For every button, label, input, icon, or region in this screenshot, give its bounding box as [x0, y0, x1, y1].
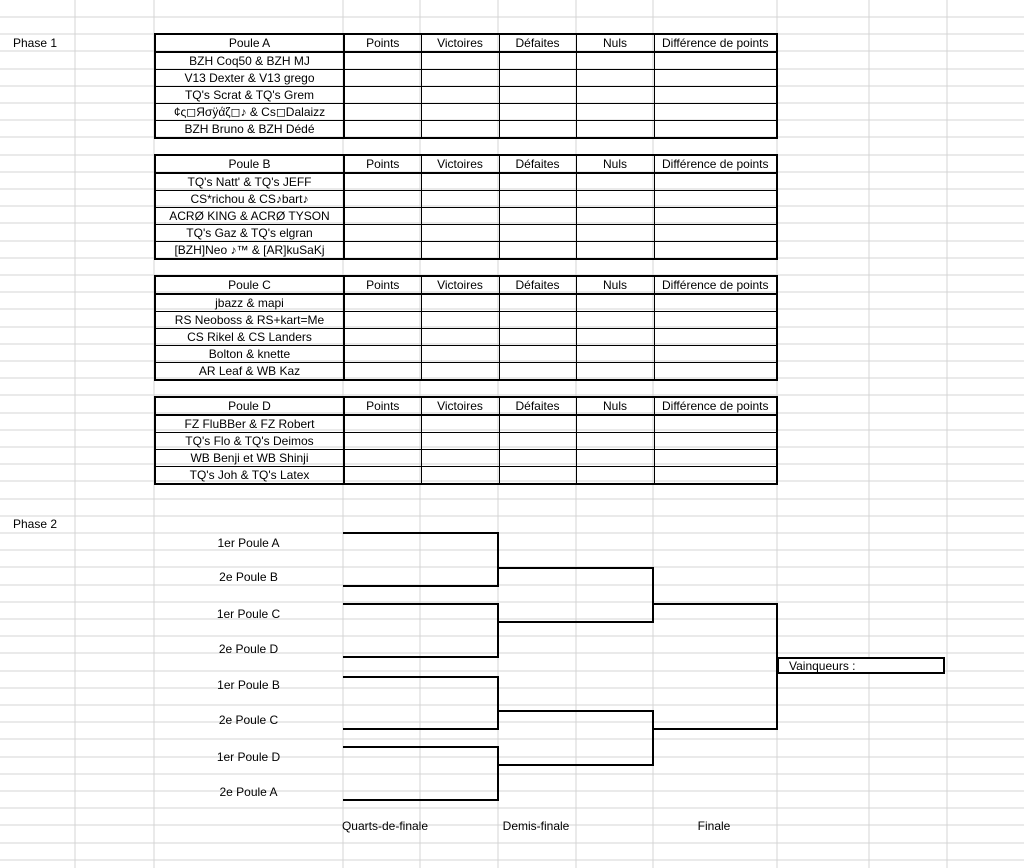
score-cell[interactable] [499, 121, 576, 139]
column-header-defaites: Défaites [499, 34, 576, 52]
score-cell[interactable] [421, 70, 499, 87]
team-row [155, 225, 777, 242]
pool-table-a [154, 33, 778, 139]
bracket-seed-label: 2e Poule D [218, 642, 279, 656]
bracket-seed-label: 1er Poule D [216, 750, 281, 764]
score-cell[interactable] [576, 191, 654, 208]
column-header-points: Points [344, 34, 421, 52]
team-name[interactable]: ¢ς◻Яσÿά̈ζ◻♪ & Cs◻Dalaizz [155, 104, 344, 121]
score-cell[interactable] [654, 70, 777, 87]
score-cell[interactable] [421, 104, 499, 121]
bracket-seed-label: 1er Poule A [217, 536, 280, 550]
score-cell[interactable] [344, 104, 421, 121]
column-header-points: Points [344, 276, 421, 294]
score-cell[interactable] [499, 346, 576, 363]
pool-table-d [154, 396, 778, 485]
score-cell[interactable] [576, 87, 654, 104]
team-name[interactable]: ACRØ KING & ACRØ TYSON [155, 208, 344, 225]
score-cell[interactable] [499, 191, 576, 208]
team-row [155, 294, 777, 312]
score-cell[interactable] [576, 104, 654, 121]
score-cell[interactable] [654, 225, 777, 242]
column-header-victoires: Victoires [421, 34, 499, 52]
score-cell[interactable] [499, 70, 576, 87]
score-cell[interactable] [344, 242, 421, 260]
score-cell[interactable] [654, 208, 777, 225]
column-header-victoires: Victoires [421, 155, 499, 173]
score-cell[interactable] [576, 415, 654, 433]
team-name[interactable]: TQ's Scrat & TQ's Grem [155, 87, 344, 104]
team-name[interactable]: TQ's Natt' & TQ's JEFF [155, 173, 344, 191]
team-name[interactable]: CS*richou & CS♪bart♪ [155, 191, 344, 208]
score-cell[interactable] [654, 294, 777, 312]
score-cell[interactable] [576, 329, 654, 346]
team-name[interactable]: BZH Bruno & BZH Dédé [155, 121, 344, 139]
team-row [155, 329, 777, 346]
score-cell[interactable] [576, 346, 654, 363]
score-cell[interactable] [499, 329, 576, 346]
score-cell[interactable] [344, 329, 421, 346]
score-cell[interactable] [344, 191, 421, 208]
team-row [155, 363, 777, 381]
team-row [155, 467, 777, 485]
score-cell[interactable] [654, 104, 777, 121]
score-cell[interactable] [576, 121, 654, 139]
score-cell[interactable] [344, 225, 421, 242]
team-row [155, 450, 777, 467]
score-cell[interactable] [344, 173, 421, 191]
score-cell[interactable] [421, 294, 499, 312]
team-name[interactable]: BZH Coq50 & BZH MJ [155, 52, 344, 70]
team-name[interactable]: AR Leaf & WB Kaz [155, 363, 344, 381]
pool-name: Poule D [155, 397, 344, 415]
score-cell[interactable] [421, 52, 499, 70]
score-cell[interactable] [421, 121, 499, 139]
column-header-difference: Différence de points [654, 397, 777, 415]
score-cell[interactable] [499, 294, 576, 312]
score-cell[interactable] [576, 70, 654, 87]
round-label-semifinals: Demis-finale [502, 819, 570, 833]
team-row [155, 208, 777, 225]
team-row [155, 433, 777, 450]
column-header-defaites: Défaites [499, 276, 576, 294]
score-cell[interactable] [421, 225, 499, 242]
score-cell[interactable] [576, 52, 654, 70]
score-cell[interactable] [576, 312, 654, 329]
score-cell[interactable] [499, 87, 576, 104]
score-cell[interactable] [576, 225, 654, 242]
score-cell[interactable] [654, 433, 777, 450]
pool-table-b [154, 154, 778, 260]
score-cell[interactable] [654, 415, 777, 433]
column-header-nuls: Nuls [576, 276, 654, 294]
score-cell[interactable] [421, 173, 499, 191]
score-cell[interactable] [654, 312, 777, 329]
score-cell[interactable] [654, 329, 777, 346]
score-cell[interactable] [654, 121, 777, 139]
winner-box[interactable] [777, 657, 945, 674]
pool-name: Poule A [155, 34, 344, 52]
score-cell[interactable] [344, 467, 421, 485]
pool-name: Poule B [155, 155, 344, 173]
column-header-difference: Différence de points [654, 276, 777, 294]
round-label-quarterfinals: Quarts-de-finale [341, 819, 429, 833]
score-cell[interactable] [344, 415, 421, 433]
score-cell[interactable] [421, 208, 499, 225]
column-header-difference: Différence de points [654, 34, 777, 52]
team-row [155, 87, 777, 104]
team-name[interactable]: RS Neoboss & RS+kart=Me [155, 312, 344, 329]
column-header-victoires: Victoires [421, 397, 499, 415]
score-cell[interactable] [576, 363, 654, 381]
score-cell[interactable] [421, 191, 499, 208]
score-cell[interactable] [499, 104, 576, 121]
score-cell[interactable] [576, 208, 654, 225]
score-cell[interactable] [344, 87, 421, 104]
team-name[interactable]: CS Rikel & CS Landers [155, 329, 344, 346]
team-row [155, 70, 777, 87]
bracket-seed-label: 2e Poule C [218, 713, 279, 727]
score-cell[interactable] [344, 70, 421, 87]
team-name[interactable]: TQ's Gaz & TQ's elgran [155, 225, 344, 242]
bracket-seed-label: 2e Poule B [219, 570, 278, 584]
team-name[interactable]: [BZH]Neo ♪™ & [AR]kuSaKj [155, 242, 344, 260]
score-cell[interactable] [576, 242, 654, 260]
team-name[interactable]: WB Benji et WB Shinji [155, 450, 344, 467]
score-cell[interactable] [421, 329, 499, 346]
score-cell[interactable] [421, 467, 499, 485]
team-row [155, 242, 777, 260]
score-cell[interactable] [654, 467, 777, 485]
score-cell[interactable] [576, 294, 654, 312]
score-cell[interactable] [499, 450, 576, 467]
score-cell[interactable] [654, 450, 777, 467]
team-row [155, 104, 777, 121]
score-cell[interactable] [576, 467, 654, 485]
score-cell[interactable] [654, 363, 777, 381]
score-cell[interactable] [499, 52, 576, 70]
pool-table-c [154, 275, 778, 381]
score-cell[interactable] [421, 242, 499, 260]
score-cell[interactable] [499, 433, 576, 450]
phase2-label: Phase 2 [13, 517, 58, 531]
score-cell[interactable] [499, 173, 576, 191]
column-header-points: Points [344, 397, 421, 415]
score-cell[interactable] [499, 467, 576, 485]
score-cell[interactable] [499, 225, 576, 242]
score-cell[interactable] [344, 433, 421, 450]
column-header-nuls: Nuls [576, 155, 654, 173]
phase1-label: Phase 1 [13, 36, 58, 50]
score-cell[interactable] [654, 52, 777, 70]
team-name[interactable]: FZ FluBBer & FZ Robert [155, 415, 344, 433]
column-header-nuls: Nuls [576, 34, 654, 52]
score-cell[interactable] [421, 87, 499, 104]
score-cell[interactable] [344, 346, 421, 363]
team-name[interactable]: TQ's Flo & TQ's Deimos [155, 433, 344, 450]
score-cell[interactable] [344, 363, 421, 381]
team-name[interactable]: jbazz & mapi [155, 294, 344, 312]
score-cell[interactable] [421, 346, 499, 363]
score-cell[interactable] [576, 173, 654, 191]
team-row [155, 52, 777, 70]
round-label-final: Finale [697, 819, 731, 833]
team-name[interactable]: V13 Dexter & V13 grego [155, 70, 344, 87]
column-header-nuls: Nuls [576, 397, 654, 415]
score-cell[interactable] [654, 191, 777, 208]
team-row [155, 346, 777, 363]
column-header-defaites: Défaites [499, 397, 576, 415]
team-row [155, 312, 777, 329]
team-name[interactable]: TQ's Joh & TQ's Latex [155, 467, 344, 485]
bracket-seed-label: 1er Poule B [217, 678, 280, 692]
pool-name: Poule C [155, 276, 344, 294]
score-cell[interactable] [654, 87, 777, 104]
score-cell[interactable] [344, 121, 421, 139]
team-row [155, 415, 777, 433]
score-cell[interactable] [344, 294, 421, 312]
score-cell[interactable] [344, 312, 421, 329]
score-cell[interactable] [576, 433, 654, 450]
score-cell[interactable] [499, 363, 576, 381]
score-cell[interactable] [499, 242, 576, 260]
score-cell[interactable] [421, 363, 499, 381]
column-header-victoires: Victoires [421, 276, 499, 294]
team-row [155, 191, 777, 208]
score-cell[interactable] [654, 173, 777, 191]
score-cell[interactable] [499, 415, 576, 433]
score-cell[interactable] [344, 450, 421, 467]
score-cell[interactable] [421, 415, 499, 433]
score-cell[interactable] [344, 52, 421, 70]
score-cell[interactable] [421, 433, 499, 450]
team-row [155, 121, 777, 139]
score-cell[interactable] [654, 242, 777, 260]
score-cell[interactable] [344, 208, 421, 225]
column-header-points: Points [344, 155, 421, 173]
winner-label: Vainqueurs : [789, 659, 856, 673]
score-cell[interactable] [499, 312, 576, 329]
team-row [155, 173, 777, 191]
bracket-seed-label: 2e Poule A [219, 785, 278, 799]
bracket-seed-label: 1er Poule C [216, 607, 281, 621]
score-cell[interactable] [499, 208, 576, 225]
score-cell[interactable] [421, 450, 499, 467]
column-header-defaites: Défaites [499, 155, 576, 173]
score-cell[interactable] [576, 450, 654, 467]
score-cell[interactable] [654, 346, 777, 363]
team-name[interactable]: Bolton & knette [155, 346, 344, 363]
score-cell[interactable] [421, 312, 499, 329]
column-header-difference: Différence de points [654, 155, 777, 173]
